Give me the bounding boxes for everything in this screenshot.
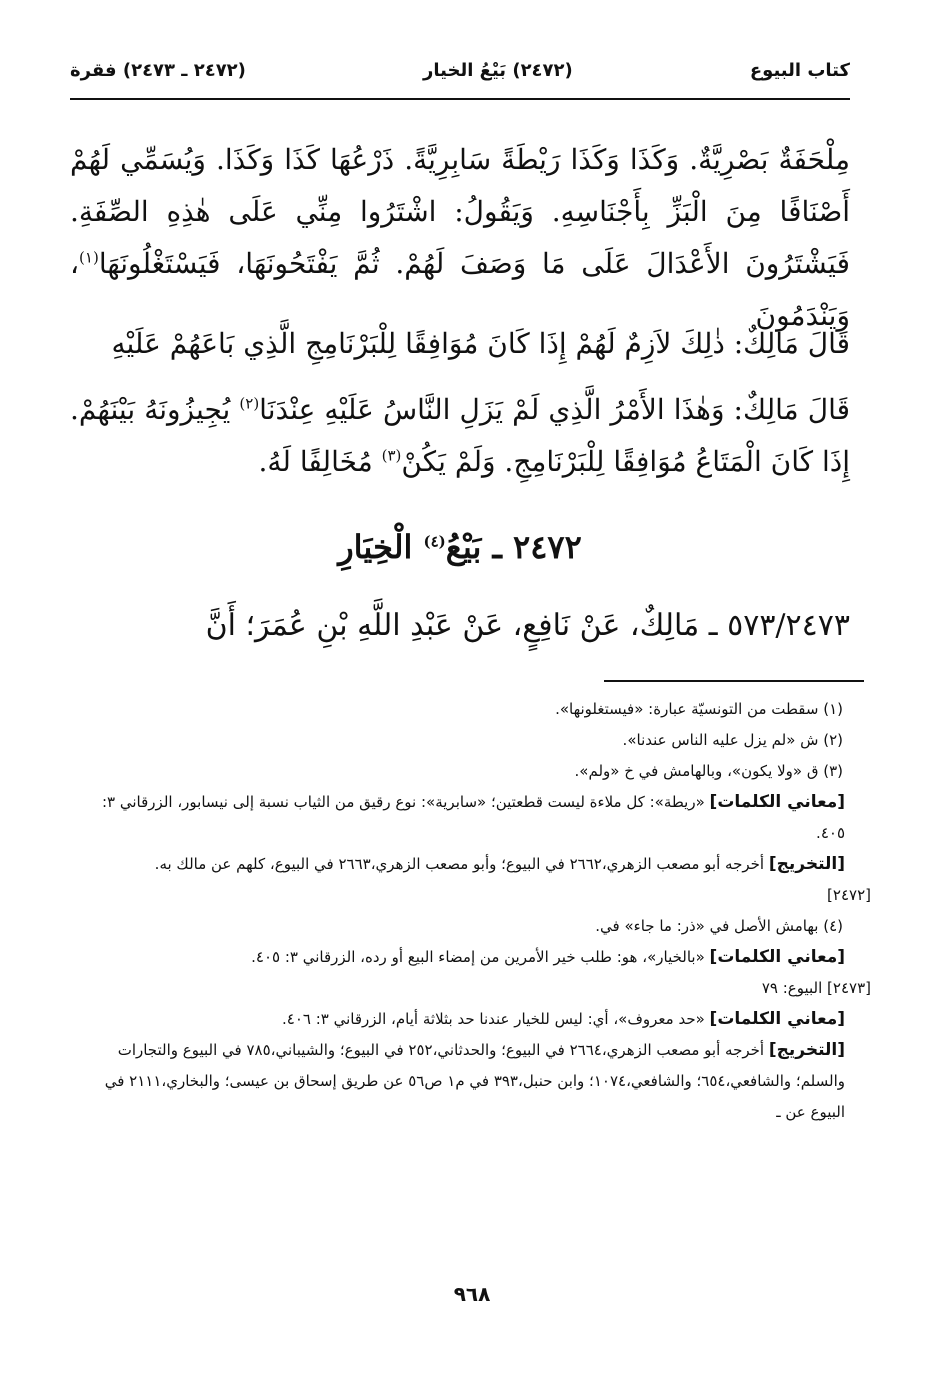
paragraph-3-text-a: قَالَ مَالِكٌ: وَهٰذَا الأَمْرُ الَّذِي لَمْ يَزَلِ النَّاسُ عَلَيْهِ عِنْدَنَا [259,393,850,426]
footnotes [70,694,871,1128]
footnote-1: (١) سقطت من التونسيّة عبارة: «فيستغلونها». [555,700,843,718]
paragraph-3-text-c: مُخَالِفًا لَهُ. [258,445,382,478]
section-title-word1: بَيْعُ [445,528,482,566]
word-meanings-label: [معاني الكلمات] [709,947,845,967]
header-chapter-title: (٢٤٧٢) بَيْعُ الخيار [423,60,573,81]
word-meanings-1 [70,787,845,849]
reference-2472: [٢٤٧٢] [827,886,871,904]
footnote-separator [604,680,864,682]
takhrij-2-text: أخرجه أبو مصعب الزهري،٢٦٦٤ في البيوع؛ والحدثاني،٢٥٢ في البيوع؛ والشيباني،٧٨٥ في البيوع والتجارات والسلم؛ والشافعي،٦٥٤؛ والشافعي،١٠٧٤؛ وابن حنبل،٣٩٣ في م١ ص٥٦ عن طريق إسحاق بن عيسى؛ والبخاري،٢١١١ في البيوع عن ـ [104,1041,845,1121]
paragraph-3-text-b: يُجِيزُونَهُ بَيْنَهُمْ. إِذَا كَانَ الْمَتَاعُ مُوَافِقًا لِلْبَرْنَامِجِ. وَلَمْ يَكُنْ [70,393,850,478]
header-book-title: كتاب البيوع [749,60,850,81]
word-meanings-2-text: «بالخيار»، هو: طلب خير الأمرين من إمضاء البيع أو رده، الزرقاني ٣: ٤٠٥. [251,948,710,966]
header-rule [70,98,850,100]
takhrij-1 [70,849,845,880]
footnote-ref-1: (١) [79,248,99,267]
footnote-4: (٤) بهامش الأصل في «ذر: ما جاء» في. [595,917,843,935]
footnote-ref-3: (٣) [381,446,402,465]
word-meanings-3 [70,1004,845,1035]
takhrij-2 [70,1035,845,1128]
hadith-line [70,600,850,652]
word-meanings-label: [معاني الكلمات] [709,1009,845,1029]
word-meanings-2 [70,942,845,973]
section-heading [70,528,850,566]
section-title-word2: الْخِيَارِ [338,528,413,566]
header-paragraph-range: (٢٤٧٢ ـ ٢٤٧٣) فقرة [70,60,246,81]
running-header [70,60,850,96]
hadith-text: ٥٧٣/٢٤٧٣ ـ مَالِكٌ، عَنْ نَافِعٍ، عَنْ عَبْدِ اللَّهِ بْنِ عُمَرَ؛ أَنَّ [205,608,850,643]
reference-2473: [٢٤٧٣] البيوع: ٧٩ [761,979,871,997]
word-meanings-3-text: «حد معروف»، أي: ليس للخيار عندنا حد بثلاثة أيام، الزرقاني ٣: ٤٠٦. [282,1010,710,1028]
takhrij-1-text: أخرجه أبو مصعب الزهري،٢٦٦٢ في البيوع؛ وأبو مصعب الزهري،٢٦٦٣ في البيوع، كلهم عن مالك به. [154,855,769,873]
footnote-ref-4: (٤) [423,532,446,551]
paragraph-1-text: مِلْحَفَةٌ بَصْرِيَّةٌ. وَكَذَا وَكَذَا رَيْطَةً سَابِرِيَّةً. ذَرْعُهَا كَذَا وَكَذَا. وَيُسَمِّي لَهُمْ أَصْنَافًا مِنَ الْبَزِّ بِأَجْنَاسِهِ. وَيَقُولُ: اشْتَرُوا مِنِّي عَلَى هٰذِهِ الصِّفَةِ. فَيَشْتَرُونَ الأَعْدَالَ عَلَى مَا وَصَفَ لَهُمْ. ثُمَّ يَفْتَحُونَهَا، فَيَسْتَغْلُونَهَا [70,143,850,280]
footnote-ref-2: (٢) [239,394,260,413]
takhrij-label: [التخريج] [768,1040,845,1060]
paragraph-1-end: ، وَيَنْدَمُونَ [70,247,850,332]
paragraph-3 [70,384,850,488]
word-meanings-label: [معاني الكلمات] [709,792,845,812]
takhrij-label: [التخريج] [768,854,845,874]
word-meanings-1-text: «ريطة»: كل ملاءة ليست قطعتين؛ «سابرية»: نوع رقيق من الثياب نسبة إلى نيسابور، الزرقاني ٣: ٤٠٥. [101,793,845,842]
page-number: ٩٦٨ [453,1282,491,1306]
footnote-3: (٣) ق «ولا يكون»، وبالهامش في خ «ولم». [574,762,843,780]
paragraph-1 [70,134,850,342]
paragraph-2 [70,318,850,370]
footnote-2: (٢) ش «لم يزل عليه الناس عندنا». [622,731,843,749]
paragraph-2-text: قَالَ مَالِكٌ: ذٰلِكَ لاَزِمٌ لَهُمْ إِذَا كَانَ مُوَافِقًا لِلْبَرْنَامِجِ الَّذِي بَاعَهُمْ عَلَيْهِ [111,327,850,360]
section-number: ٢٤٧٢ ـ [492,528,582,566]
